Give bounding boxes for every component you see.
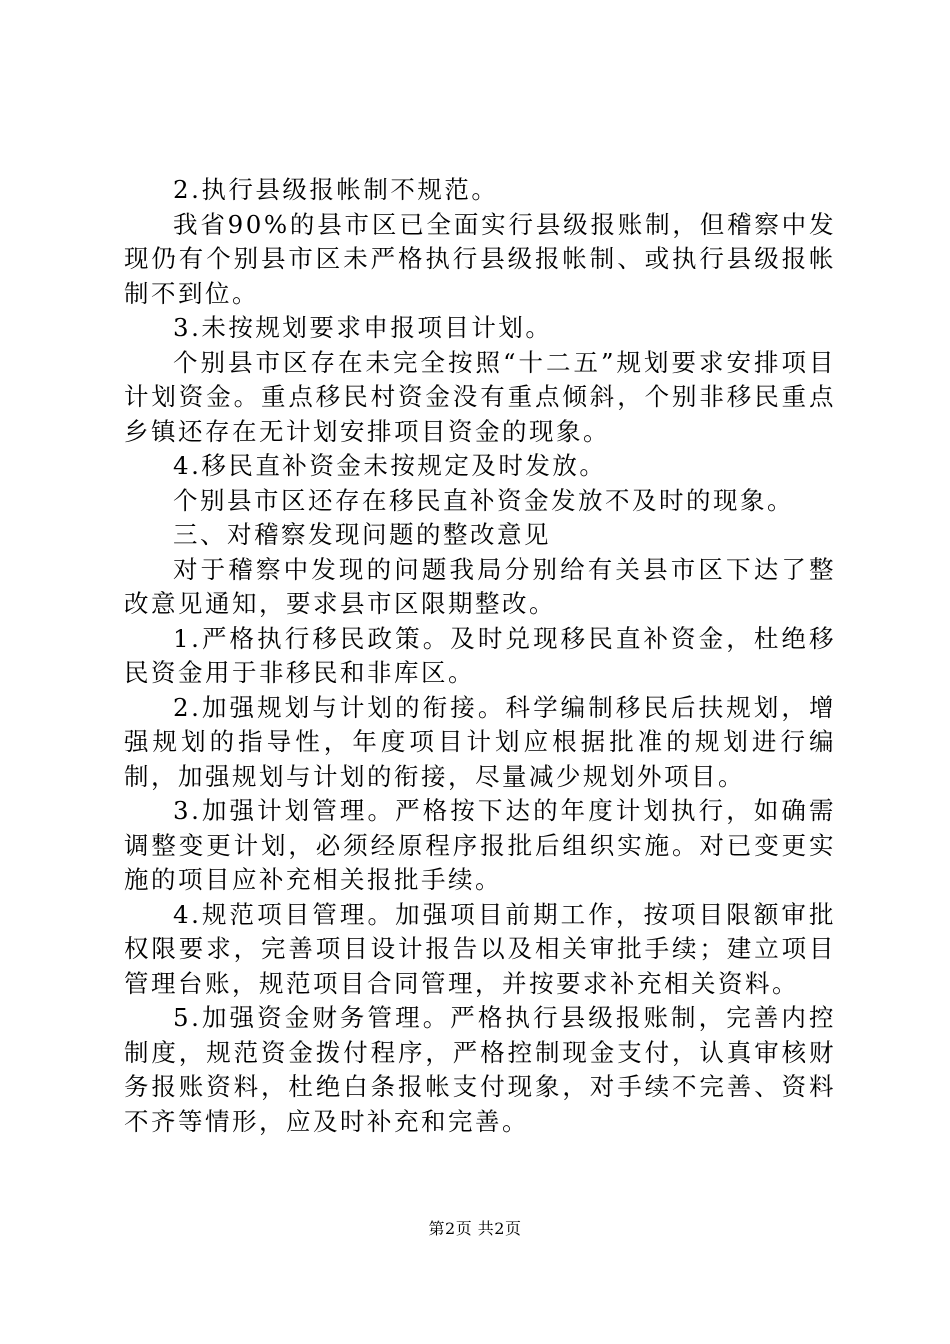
section-heading: 三、对稽察发现问题的整改意见	[173, 520, 551, 549]
paragraph-heading-2: 2.执行县级报帐制不规范。	[173, 175, 499, 204]
page-footer: 第2页 共2页	[428, 1219, 522, 1238]
list-item: 4.规范项目管理。加强项目前期工作，按项目限额审批权限要求，完善项目设计报告以及相关审批手续；建立项目管理台账，规范项目合同管理，并按要求补充相关资料。	[124, 899, 836, 998]
list-item: 5.加强资金财务管理。严格执行县级报账制，完善内控制度，规范资金拨付程序，严格控制现金支付，认真审核财务报账资料，杜绝白条报帐支付现象，对手续不完善、资料不齐等情形，应及时补充和完善。	[124, 1003, 836, 1136]
paragraph: 对于稽察中发现的问题我局分别给有关县市区下达了整改意见通知，要求县市区限期整改。	[124, 554, 836, 618]
list-item: 1.严格执行移民政策。及时兑现移民直补资金，杜绝移民资金用于非移民和非库区。	[124, 623, 836, 687]
paragraph: 个别县市区还存在移民直补资金发放不及时的现象。	[173, 485, 794, 515]
paragraph-heading-4: 4.移民直补资金未按规定及时发放。	[173, 451, 607, 480]
paragraph: 个别县市区存在未完全按照“十二五”规划要求安排项目计划资金。重点移民村资金没有重点倾斜，个别非移民重点乡镇还存在无计划安排项目资金的现象。	[124, 347, 836, 446]
document-body	[124, 173, 836, 1139]
paragraph-heading-3: 3.未按规划要求申报项目计划。	[173, 313, 553, 342]
list-item: 3.加强计划管理。严格按下达的年度计划执行，如确需调整变更计划，必须经原程序报批后组织实施。对已变更实施的项目应补充相关报批手续。	[124, 796, 836, 894]
paragraph: 我省90%的县市区已全面实行县级报账制，但稽察中发现仍有个别县市区未严格执行县级报帐制、或执行县级报帐制不到位。	[124, 209, 836, 308]
list-item: 2.加强规划与计划的衔接。科学编制移民后扶规划，增强规划的指导性，年度项目计划应根据批准的规划进行编制，加强规划与计划的衔接，尽量减少规划外项目。	[124, 692, 836, 791]
